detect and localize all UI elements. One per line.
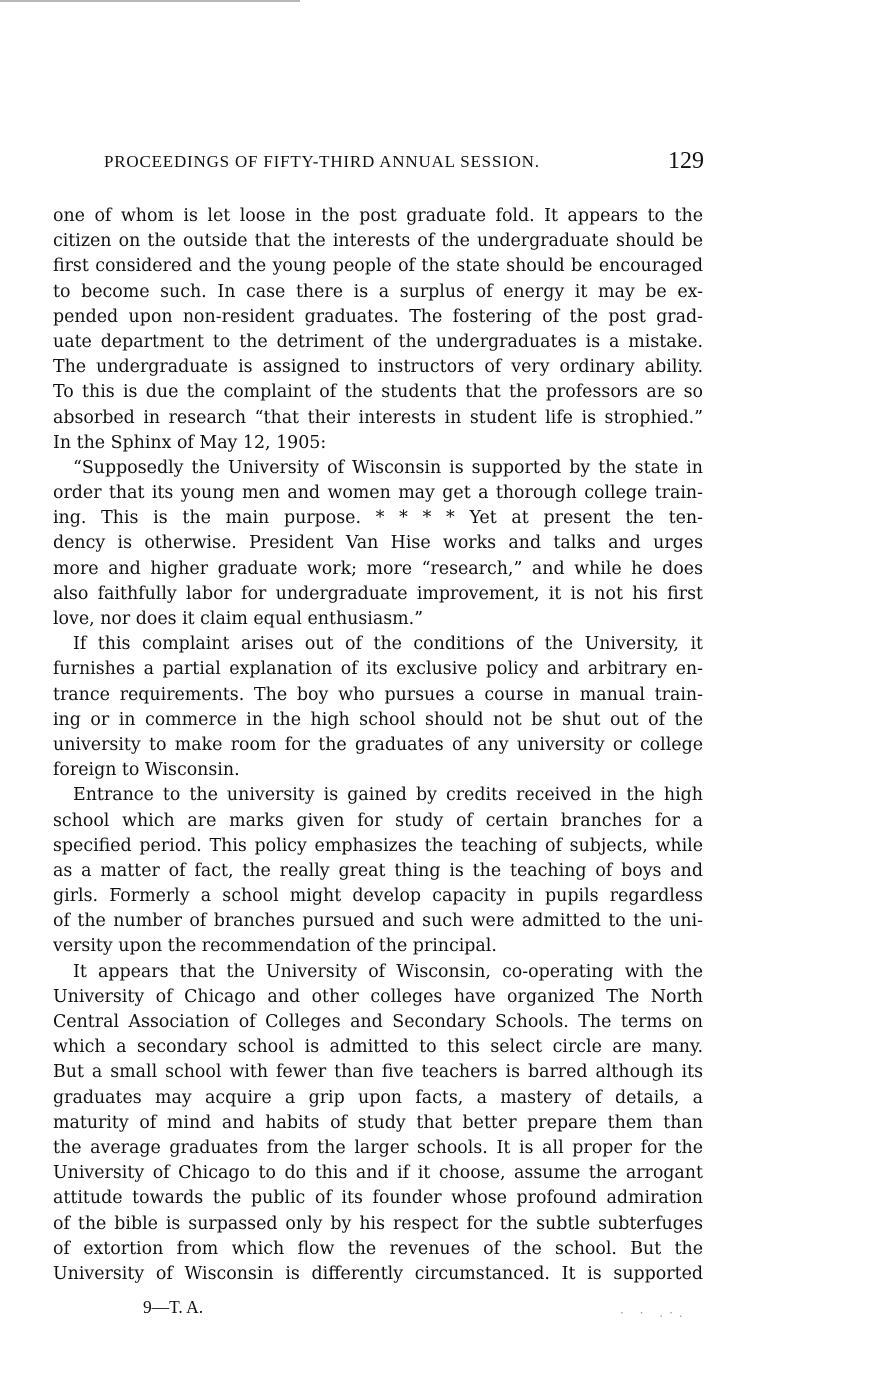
text-line: But a small school with fewer than five teachers is barred although its (53, 1062, 703, 1083)
text-line: love, nor does it claim equal enthusiasm.” (53, 609, 424, 629)
text-line: dency is otherwise. President Van Hise works and talks and urges (53, 533, 703, 554)
text-line: university to make room for the graduates of any university or college (53, 734, 703, 755)
text-line: versity upon the recommendation of the principal. (53, 936, 497, 957)
text-line: furnishes a partial explanation of its exclusive policy and arbitrary en- (53, 659, 703, 680)
text-line: University of Chicago and other colleges have organized The North (53, 986, 703, 1007)
paragraph (53, 456, 703, 632)
text-line: If this complaint arises out of the conditions of the University, it (73, 634, 703, 655)
text-line: University of Wisconsin is differently circumstanced. It is supported (53, 1263, 703, 1284)
text-line: foreign to Wisconsin. (53, 760, 240, 781)
paragraph (53, 783, 703, 959)
page-number: 129 (668, 148, 704, 174)
text-line: To this is due the complaint of the students that the professors are so (53, 382, 703, 403)
text-line: order that its young men and women may get a thorough college train- (53, 483, 703, 504)
text-line: uate department to the detriment of the undergraduates is a mistake. (53, 331, 703, 352)
text-line: which a secondary school is admitted to this select circle are many. (53, 1037, 703, 1058)
text-line: Entrance to the university is gained by credits received in the high (73, 785, 703, 806)
text-line: of extortion from which flow the revenues of the school. But the (53, 1238, 703, 1259)
text-line: It appears that the University of Wisconsin, co-operating with the (73, 961, 703, 982)
text-line: more and higher graduate work; more “research,” and while he does (53, 558, 703, 579)
text-line: ing or in commerce in the high school should not be shut out of the (53, 709, 703, 730)
text-line: “Supposedly the University of Wisconsin is supported by the state in (73, 457, 703, 478)
text-line: specified period. This policy emphasizes the teaching of subjects, while (53, 835, 703, 856)
text-line: one of whom is let loose in the post graduate fold. It appears to the (53, 206, 703, 226)
text-line: girls. Formerly a school might develop capacity in pupils regardless (53, 886, 703, 907)
body-text (53, 204, 703, 1287)
text-line: as a matter of fact, the really great thing is the teaching of boys and (53, 860, 703, 881)
text-line: ing. This is the main purpose. * * * * Yet at present the ten- (53, 508, 703, 529)
text-line: absorbed in research “that their interests in student life is strophied.” (53, 407, 703, 428)
paragraph (53, 960, 703, 1287)
text-line: graduates may acquire a grip upon facts, a mastery of details, a (53, 1087, 703, 1108)
text-line: maturity of mind and habits of study that better prepare them than (53, 1112, 703, 1133)
running-head-title: PROCEEDINGS OF FIFTY-THIRD ANNUAL SESSION. (104, 152, 540, 171)
text-line: to become such. In case there is a surplus of energy it may be ex- (53, 281, 703, 302)
text-line: In the Sphinx of May 12, 1905: (53, 432, 327, 453)
text-line: also faithfully labor for undergraduate improvement, it is not his first (53, 583, 703, 604)
text-line: of the number of branches pursued and such were admitted to the uni- (53, 911, 703, 932)
text-line: school which are marks given for study of certain branches for a (53, 810, 703, 831)
running-head (104, 148, 704, 178)
text-line: citizen on the outside that the interests of the undergraduate should be (53, 231, 703, 252)
scan-specks: · · .·. (620, 1306, 689, 1320)
text-line: Central Association of Colleges and Secondary Schools. The terms on (53, 1012, 703, 1032)
text-line: attitude towards the public of its founder whose profound admiration (53, 1188, 703, 1209)
paragraph (53, 632, 703, 783)
text-line: of the bible is surpassed only by his respect for the subtle subterfuges (53, 1213, 703, 1234)
top-rule (0, 0, 300, 2)
text-line: first considered and the young people of the state should be encouraged (53, 256, 703, 277)
text-line: The undergraduate is assigned to instructors of very ordinary ability. (53, 357, 703, 378)
text-line: the average graduates from the larger schools. It is all proper for the (53, 1137, 703, 1158)
text-line: trance requirements. The boy who pursues a course in manual train- (53, 684, 703, 705)
text-line: pended upon non-resident graduates. The fostering of the post grad- (53, 306, 703, 327)
paragraph (53, 204, 703, 456)
signature-mark: 9—T. A. (143, 1297, 204, 1317)
text-line: University of Chicago to do this and if it choose, assume the arrogant (53, 1163, 703, 1184)
